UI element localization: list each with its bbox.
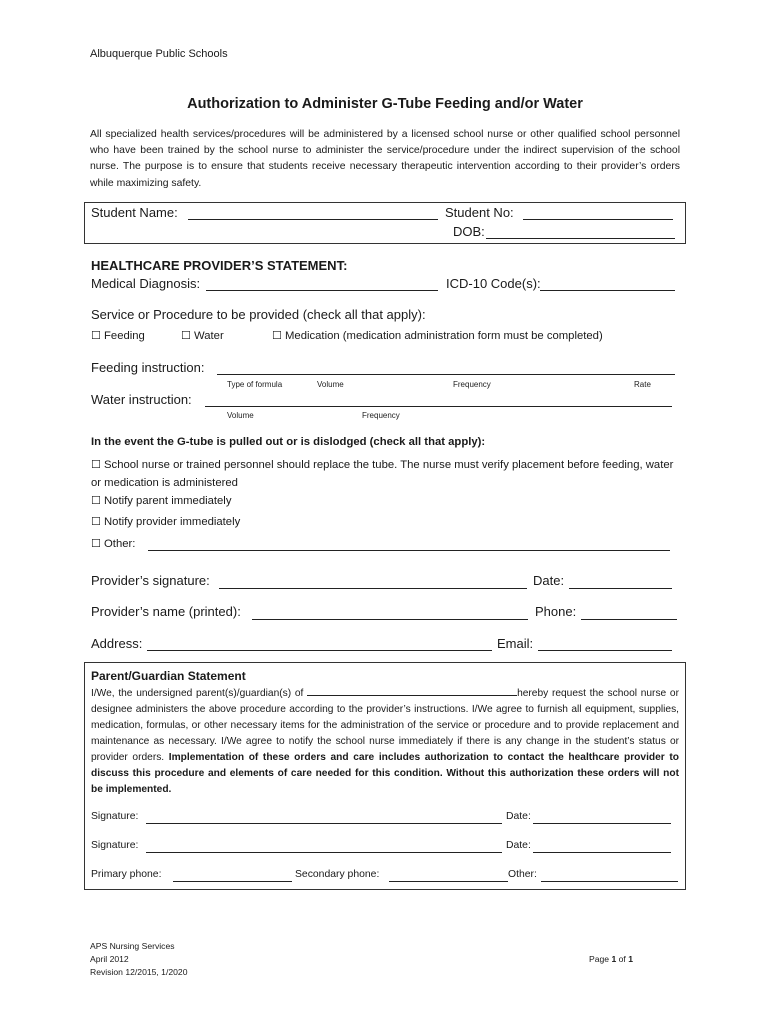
student-name-line[interactable] <box>188 219 438 220</box>
service-option-medication[interactable] <box>272 329 603 342</box>
dislodge-parent-label: Notify parent immediately <box>104 495 232 507</box>
feeding-sub-frequency: Frequency <box>453 380 491 389</box>
footer-revision: Revision 12/2015, 1/2020 <box>90 967 188 977</box>
dislodge-option-provider[interactable] <box>91 515 240 528</box>
dob-line[interactable] <box>486 238 675 239</box>
provider-printed-name-label: Provider’s name (printed): <box>91 604 241 619</box>
parent-signature-2-label: Signature: <box>91 840 139 851</box>
water-instruction-line[interactable] <box>205 406 672 407</box>
parent-signature-2-line[interactable] <box>146 852 502 853</box>
page-mid: of <box>616 954 629 964</box>
parent-text-bold: Implementation of these orders and care includes authorization to contact the healthcare provider to discuss this procedure and elements of care needed for this condition. Without this authorization these orders will not be implemented. <box>91 752 679 795</box>
feeding-sub-rate: Rate <box>634 380 651 389</box>
page-prefix: Page <box>589 954 612 964</box>
service-medication-label: Medication (medication administration form must be completed) <box>285 330 603 342</box>
provider-address-line[interactable] <box>147 650 492 651</box>
diagnosis-line[interactable] <box>206 290 438 291</box>
dislodge-heading: In the event the G-tube is pulled out or is dislodged (check all that apply): <box>91 436 486 448</box>
primary-phone-label: Primary phone: <box>91 869 162 880</box>
student-no-line[interactable] <box>523 219 673 220</box>
parent-signature-1-label: Signature: <box>91 811 139 822</box>
other-phone-line[interactable] <box>541 881 678 882</box>
feeding-sub-volume: Volume <box>317 380 344 389</box>
parent-statement <box>91 686 679 798</box>
provider-printed-name-line[interactable] <box>252 619 528 620</box>
page-total: 1 <box>628 954 633 964</box>
parent-date-1-label: Date: <box>506 811 531 822</box>
dob-label: DOB: <box>453 224 485 239</box>
other-phone-label: Other: <box>508 869 537 880</box>
provider-signature-label: Provider’s signature: <box>91 573 210 588</box>
parent-signature-1-line[interactable] <box>146 823 502 824</box>
checkbox-icon[interactable]: ☐ <box>91 329 101 342</box>
dislodge-option-other[interactable] <box>91 537 135 550</box>
page-current: 1 <box>611 954 617 964</box>
service-water-label: Water <box>194 330 224 342</box>
dislodge-other-line[interactable] <box>148 550 670 551</box>
parent-heading: Parent/Guardian Statement <box>91 669 246 683</box>
parent-text-before: I/We, the undersigned parent(s)/guardian(s) of <box>91 688 308 699</box>
page-number <box>589 954 633 964</box>
secondary-phone-label: Secondary phone: <box>295 869 380 880</box>
water-sub-volume: Volume <box>227 411 254 420</box>
provider-email-line[interactable] <box>538 650 672 651</box>
provider-date-label: Date: <box>533 573 565 588</box>
dislodge-replace-label: School nurse or trained personnel should replace the tube. The nurse must verify placement before feeding, water or medication is administered <box>91 459 674 489</box>
service-option-water[interactable] <box>181 329 224 342</box>
service-label: Service or Procedure to be provided (check all that apply): <box>91 307 426 322</box>
water-instruction-label: Water instruction: <box>91 392 192 407</box>
feeding-instruction-label: Feeding instruction: <box>91 360 205 375</box>
parent-date-1-line[interactable] <box>533 823 671 824</box>
checkbox-icon[interactable]: ☐ <box>91 537 101 550</box>
student-name-blank[interactable] <box>307 686 517 696</box>
checkbox-icon[interactable]: ☐ <box>272 329 282 342</box>
parent-date-2-label: Date: <box>506 840 531 851</box>
dislodge-option-parent[interactable] <box>91 494 231 507</box>
icd-label: ICD-10 Code(s): <box>446 276 541 291</box>
checkbox-icon[interactable]: ☐ <box>91 515 101 528</box>
form-title: Authorization to Administer G-Tube Feeding and/or Water <box>187 96 583 112</box>
provider-email-label: Email: <box>497 636 534 651</box>
provider-signature-line[interactable] <box>219 588 527 589</box>
provider-address-label: Address: <box>91 636 143 651</box>
service-option-feeding[interactable] <box>91 329 145 342</box>
footer-date: April 2012 <box>90 954 129 964</box>
feeding-instruction-line[interactable] <box>217 374 675 375</box>
parent-date-2-line[interactable] <box>533 852 671 853</box>
primary-phone-line[interactable] <box>173 881 292 882</box>
checkbox-icon[interactable]: ☐ <box>181 329 191 342</box>
dislodge-provider-label: Notify provider immediately <box>104 516 241 528</box>
organization-name: Albuquerque Public Schools <box>90 48 228 60</box>
provider-heading: HEALTHCARE PROVIDER’S STATEMENT: <box>91 258 348 273</box>
service-feeding-label: Feeding <box>104 330 145 342</box>
provider-phone-label: Phone: <box>535 604 577 619</box>
dislodge-other-label: Other: <box>104 538 136 550</box>
provider-date-line[interactable] <box>569 588 672 589</box>
provider-phone-line[interactable] <box>581 619 677 620</box>
dislodge-option-replace[interactable] <box>91 456 681 492</box>
footer-info <box>90 940 187 979</box>
checkbox-icon[interactable]: ☐ <box>91 494 101 507</box>
icd-line[interactable] <box>540 290 675 291</box>
parent-text-after: hereby request the school nurse or designee administers the above procedure according to the provider’s instructions. I/We agree to furnish all equipment, supplies, medication, formulas, or other necessary items for the administration of the service or procedure and to provide replacement and maintenance as necessary. I/We agree to notify the school nurse immediately if there is any change in the student’s status or provider orders. <box>91 688 679 763</box>
diagnosis-label: Medical Diagnosis: <box>91 276 201 291</box>
intro-paragraph: All specialized health services/procedures will be administered by a licensed school nurse or other qualified school personnel who have been trained by the school nurse to administer the service/procedure under the indirect supervision of the school nurse. The purpose is to ensure that students receive necessary therapeutic intervention according to their provider’s orders while maximizing safety. <box>90 129 680 189</box>
footer-department: APS Nursing Services <box>90 941 175 951</box>
feeding-sub-formula: Type of formula <box>227 380 283 389</box>
secondary-phone-line[interactable] <box>389 881 508 882</box>
water-sub-frequency: Frequency <box>362 411 400 420</box>
student-no-label: Student No: <box>445 205 514 220</box>
student-name-label: Student Name: <box>91 205 178 220</box>
checkbox-icon[interactable]: ☐ <box>91 458 101 471</box>
